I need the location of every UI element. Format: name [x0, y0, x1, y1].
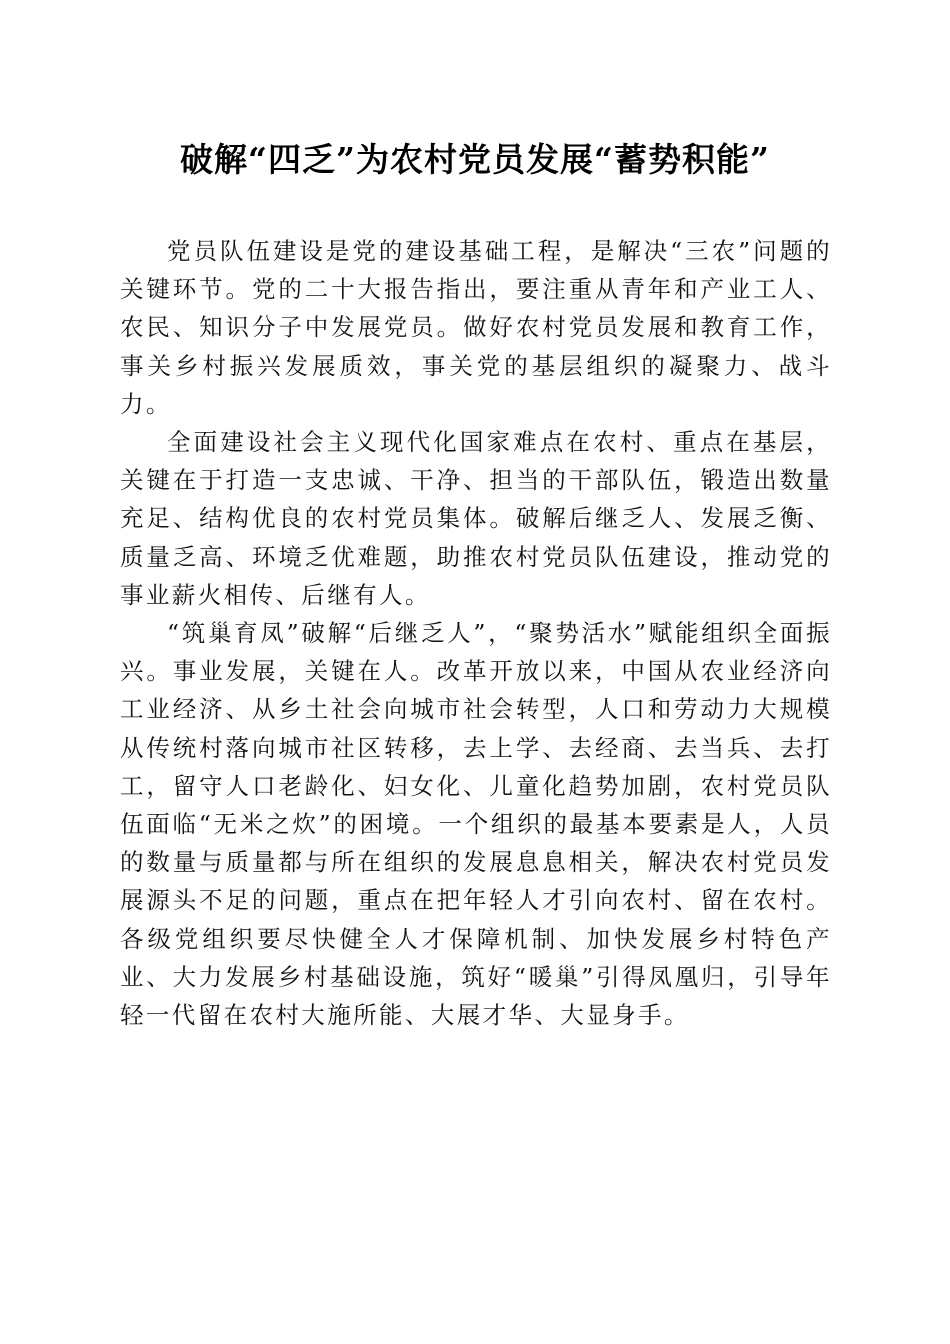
paragraph-1: 党员队伍建设是党的建设基础工程，是解决“三农”问题的关键环节。党的二十大报告指出，要注重从青年和产业工人、农民、知识分子中发展党员。做好农村党员发展和教育工作，事关乡村振兴发展质效，事关党的基层组织的凝聚力、战斗力。	[120, 237, 832, 418]
paragraph-2: 全面建设社会主义现代化国家难点在农村、重点在基层，关键在于打造一支忠诚、干净、担当的干部队伍，锻造出数量充足、结构优良的农村党员集体。破解后继乏人、发展乏衡、质量乏高、环境乏优难题，助推农村党员队伍建设，推动党的事业薪火相传、后继有人。	[120, 428, 832, 609]
page-title: 破解“四乏”为农村党员发展“蓄势积能”	[180, 140, 770, 179]
paragraph-3: “筑巢育凤”破解“后继乏人”，“聚势活水”赋能组织全面振兴。事业发展，关键在人。改革开放以来，中国从农业经济向工业经济、从乡土社会向城市社会转型，人口和劳动力大规模从传统村落向城市社区转移，去上学、去经商、去当兵、去打工，留守人口老龄化、妇女化、儿童化趋势加剧，农村党员队伍面临“无米之炊”的困境。一个组织的最基本要素是人，人员的数量与质量都与所在组织的发展息息相关，解决农村党员发展源头不足的问题，重点在把年轻人才引向农村、留在农村。各级党组织要尽快健全人才保障机制、加快发展乡村特色产业、大力发展乡村基础设施，筑好“暖巢”引得凤凰归，引导年轻一代留在农村大施所能、大展才华、大显身手。	[120, 619, 832, 1030]
document-body	[120, 232, 832, 1034]
